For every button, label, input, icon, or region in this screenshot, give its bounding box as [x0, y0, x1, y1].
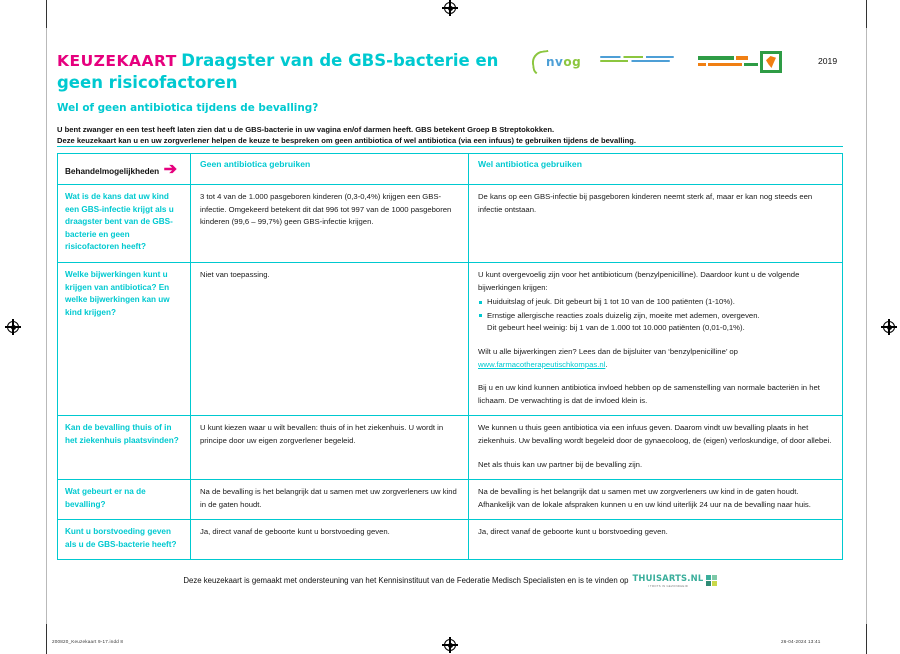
- print-slug-filename: 200820_Keuzekaart 9-17.indd 8: [52, 639, 124, 644]
- cell-text: U kunt kiezen waar u wilt bevallen: thuis of in het ziekenhuis. U wordt in principe door uw eigen zorgverlener begeleid.: [200, 423, 444, 445]
- cell-no-antibiotics: [191, 480, 469, 519]
- footer-credit: [183, 573, 716, 588]
- side-effects-reference: [478, 346, 833, 371]
- footer-text: Deze keuzekaart is gemaakt met ondersteuning van het Kennisinstituut van de Federatie Medisch Specialisten en is te vinden op: [183, 576, 629, 585]
- cell-text: We kunnen u thuis geen antibiotica via een infuus geven. Daarom vindt uw bevalling plaats in het ziekenhuis. Uw bevalling wordt begeleid door de gynaecoloog, de (eigen) verloskundige, of door allebei.: [478, 423, 832, 445]
- cell-text-extra: Net als thuis kan uw partner bij de bevalling zijn.: [478, 459, 643, 469]
- cell-with-antibiotics: [469, 416, 842, 479]
- partner-logos: [532, 50, 792, 76]
- cell-with-antibiotics: [469, 185, 842, 262]
- table-row: [58, 520, 842, 559]
- cell-with-antibiotics: [469, 520, 842, 559]
- cell-text: Ja, direct vanaf de geboorte kunt u borstvoeding geven.: [478, 527, 668, 537]
- list-item-text: Huiduitslag of jeuk. Dit gebeurt bij 1 tot 10 van de 100 patiënten (1-10%).: [487, 297, 735, 307]
- page-title: [57, 50, 527, 94]
- table-row: [58, 416, 842, 480]
- microbiome-text: Bij u en uw kind kunnen antibiotica invloed hebben op de samenstelling van normale bacteriën in het lichaam. De verwachting is dat de invloed klein is.: [478, 383, 820, 405]
- row-question: Wat is de kans dat uw kind een GBS-infectie krijgt als u draagster bent van de GBS-bacterie en geen risicofactoren heeft?: [58, 185, 191, 262]
- treatment-options-table: [57, 153, 843, 560]
- cell-text: Na de bevalling is het belangrijk dat u samen met uw zorgverleners uw kind in de gaten houdt.: [200, 487, 457, 509]
- document-footer: [0, 570, 900, 588]
- cell-text: Ja, direct vanaf de geboorte kunt u borstvoeding geven.: [200, 527, 390, 537]
- knov-logo-line-1: [600, 56, 674, 58]
- reference-text: Wilt u alle bijwerkingen zien? Lees dan de bijsluiter van ‘benzylpenicilline’ op: [478, 346, 738, 356]
- intro-line-2: Deze keuzekaart kan u en uw zorgverlener helpen de keuze te bespreken om geen antibiotica of wel antibiotica (via een infuus) te gebruiken tijdens de bevalling.: [57, 136, 636, 146]
- trim-mark-top-left: [46, 0, 47, 28]
- crop-line-right: [866, 0, 867, 654]
- registration-mark-icon-top: [442, 0, 458, 16]
- rivm-logo: [760, 51, 782, 73]
- cell-text: Niet van toepassing.: [200, 269, 270, 279]
- registration-mark-icon-bottom: [442, 637, 458, 653]
- nvog-wordmark: nvog: [546, 55, 582, 69]
- row-question: Kunt u borstvoeding geven als u de GBS-bacterie heeft?: [58, 520, 191, 559]
- trim-mark-bottom-left: [46, 624, 47, 654]
- list-item: [478, 310, 833, 335]
- cell-no-antibiotics: [191, 185, 469, 262]
- thuisarts-wordmark: THUISARTS.NL: [632, 573, 704, 584]
- cell-no-antibiotics: [191, 263, 469, 415]
- farmacotherapeutisch-kompas-link[interactable]: www.farmacotherapeutischkompas.nl: [478, 359, 606, 369]
- cell-text: De kans op een GBS-infectie bij pasgeboren kinderen neemt sterk af, maar er kan nog steeds een infectie ontstaan.: [478, 192, 813, 214]
- column-header-with-antibiotics: Wel antibiotica gebruiken: [478, 159, 582, 169]
- title-line-1: Draagster van de GBS-bacterie en: [181, 51, 499, 70]
- row-question: Kan de bevalling thuis of in het ziekenhuis plaatsvinden?: [58, 416, 191, 479]
- crop-line-left: [46, 0, 47, 654]
- row-question: Welke bijwerkingen kunt u krijgen van antibiotica? En welke bijwerkingen kan uw kind krijgen?: [58, 263, 191, 415]
- column-header-treatment-options: [58, 154, 191, 184]
- registration-mark-icon-left: [5, 319, 21, 335]
- knov-logo: [600, 56, 678, 80]
- page-subtitle: Wel of geen antibiotica tijdens de bevalling?: [57, 102, 319, 114]
- column-header-label: Behandelmogelijkheden: [65, 167, 160, 176]
- table-header-row: [58, 154, 842, 185]
- header-divider: [57, 146, 843, 147]
- table-row: [58, 480, 842, 520]
- title-line-2: geen risicofactoren: [57, 73, 238, 92]
- cell-no-antibiotics: [191, 520, 469, 559]
- column-header-no-antibiotics: Geen antibiotica gebruiken: [191, 154, 469, 184]
- keuzekaart-kicker: KEUZEKAART: [57, 52, 177, 70]
- intro-paragraph: [57, 124, 843, 147]
- print-slug-timestamp: 26-04-2024 13:41: [781, 639, 821, 644]
- reference-period: .: [605, 359, 608, 369]
- side-effects-intro: U kunt overgevoelig zijn voor het antibioticum (benzylpenicilline). Daardoor kunt u de volgende bijwerkingen krijgen:: [478, 269, 800, 292]
- cell-with-antibiotics: [469, 480, 842, 519]
- trim-mark-top-right: [866, 0, 867, 28]
- table-row: [58, 185, 842, 263]
- publication-year: 2019: [818, 56, 838, 66]
- intro-line-1: U bent zwanger en een test heeft laten zien dat u de GBS-bacterie in uw vagina en/of darmen heeft. GBS betekent Groep B Streptokokken.: [57, 125, 555, 134]
- cell-text: Na de bevalling is het belangrijk dat u samen met uw zorgverleners uw kind in de gaten houdt. Afhankelijk van de lokale afspraken kunnen u en uw kind uiterlijk 24 uur na de bevalling naar huis.: [478, 487, 811, 509]
- trim-mark-bottom-right: [866, 624, 867, 654]
- knov-logo-line-2: [600, 60, 670, 62]
- list-item: [478, 296, 833, 309]
- cell-with-antibiotics: [469, 263, 842, 415]
- cell-text: 3 tot 4 van de 1.000 pasgeboren kinderen (0,3-0,4%) krijgen een GBS-infectie. Omgekeerd betekent dit dat 996 tot 997 van de 1000 pasgeboren kinderen (99,6 – 99,7%) geen GBS-infectie krijgen.: [200, 192, 452, 227]
- list-item-text: Ernstige allergische reacties zoals duizelig zijn, moeite met ademen, overgeven.: [487, 310, 760, 320]
- row-question: Wat gebeurt er na de bevalling?: [58, 480, 191, 519]
- thuisarts-squares-icon: [706, 575, 716, 585]
- arrow-right-icon: ➔: [163, 161, 178, 178]
- side-effects-list: [478, 296, 833, 335]
- thuisarts-tagline: I TROTS IN GEZONDHEID: [647, 583, 689, 588]
- table-row: [58, 263, 842, 416]
- nvog-logo: [532, 50, 594, 74]
- thuisarts-logo[interactable]: [633, 573, 717, 588]
- list-item-continuation: Dit gebeurt heel weinig: bij 1 van de 1.000 tot 10.000 patiënten (0,01-0,1%).: [487, 323, 745, 333]
- cell-no-antibiotics: [191, 416, 469, 479]
- registration-mark-icon-right: [881, 319, 897, 335]
